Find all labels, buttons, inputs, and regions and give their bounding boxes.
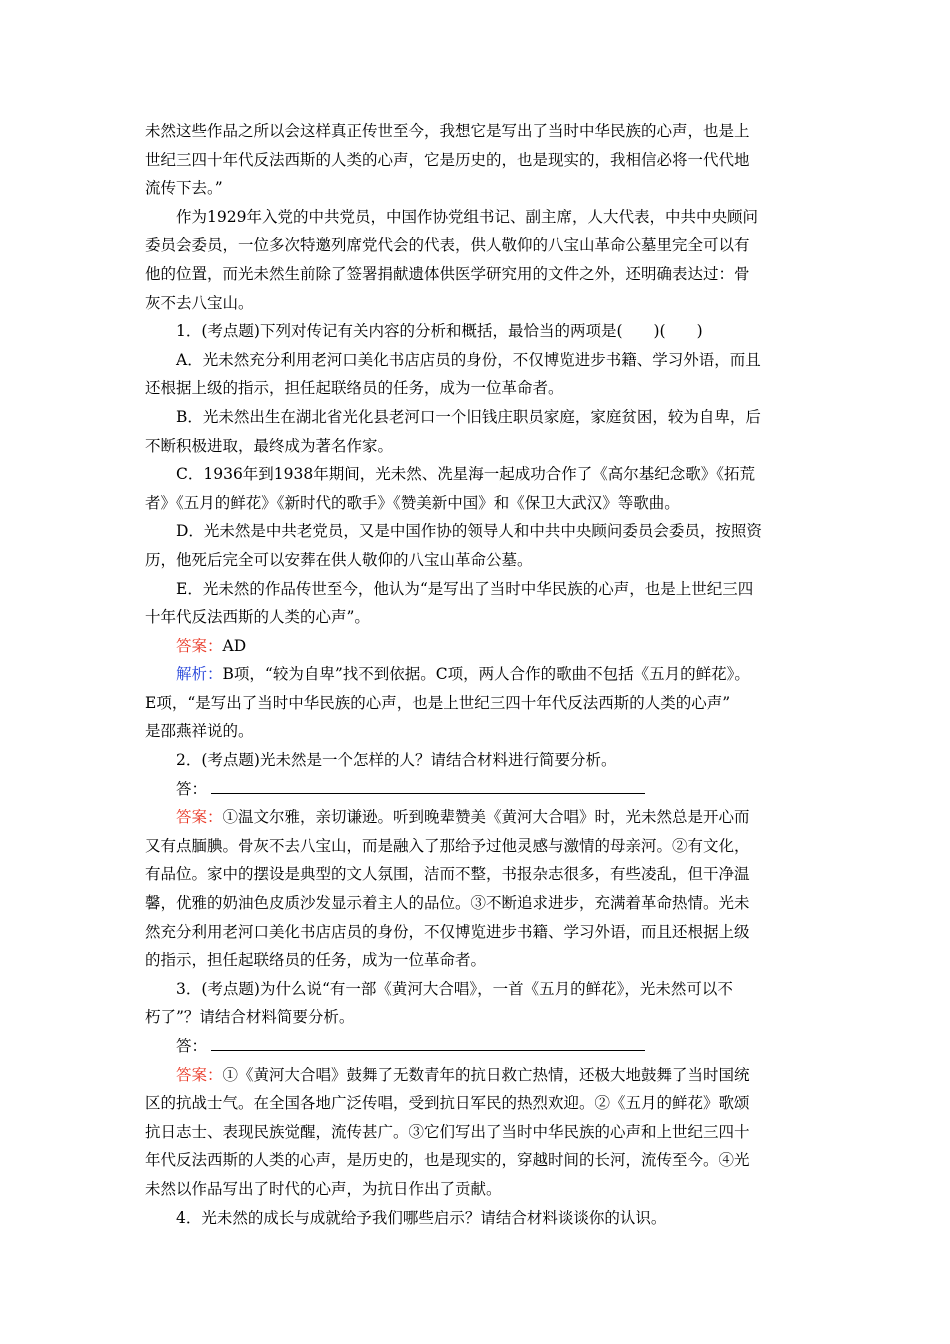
- text-line: 委员会委员，一位多次特邀列席党代会的代表，供人敬仰的八宝山革命公墓里完全可以有: [145, 236, 750, 255]
- text-line: 作为1929年入党的中共党员，中国作协党组书记、副主席，人大代表，中共中央顾问: [176, 207, 758, 226]
- question-stem: 3．(考点题)为什么说“有一部《黄河大合唱》，一首《五月的鲜花》，光未然可以不: [176, 979, 733, 998]
- question-stem: 2．(考点题)光未然是一个怎样的人？请结合材料进行简要分析。: [176, 751, 617, 770]
- question-stem: 1．(考点题)下列对传记有关内容的分析和概括，最恰当的两项是( )( ): [176, 322, 703, 341]
- blank-label: 答：: [176, 1037, 208, 1055]
- question-1: [145, 317, 815, 746]
- option-e: [145, 575, 815, 632]
- option-line: 十年代反法西斯的人类的心声”。: [145, 608, 370, 627]
- answer-line: 有品位。家中的摆设是典型的文人氛围，洁而不整，书报杂志很多，有些凌乱，但干净温: [145, 865, 750, 884]
- passage-paragraph-2: [145, 203, 815, 317]
- option-line: 还根据上级的指示，担任起联络员的任务，成为一位革命者。: [145, 379, 564, 398]
- option-c: [145, 460, 815, 517]
- answer-blank-line[interactable]: [211, 1034, 645, 1051]
- text-line: 流传下去。”: [145, 179, 223, 198]
- analysis-line: E项，“是写出了当时中华民族的心声，也是上世纪三四十年代反法西斯的人类的心声”: [145, 693, 731, 712]
- answer-line: [145, 1061, 815, 1090]
- option-line: 者》《五月的鲜花》《新时代的歌手》《赞美新中国》和《保卫大武汉》等歌曲。: [145, 493, 680, 512]
- answer-blank-row: [145, 775, 815, 804]
- blank-label: 答：: [176, 779, 208, 798]
- answer-label: 答案：: [176, 636, 223, 655]
- text-line: 他的位置，而光未然生前除了签署捐献遗体供医学研究用的文件之外，还明确表达过：骨: [145, 264, 750, 283]
- answer-label: 答案：: [176, 808, 223, 827]
- option-b: [145, 403, 815, 460]
- answer-blank-row: [145, 1032, 815, 1061]
- answer-line: 馨，优雅的奶油色皮质沙发显示着主人的品位。③不断追求进步，充满着革命热情。光未: [145, 894, 750, 913]
- answer-blank-line[interactable]: [211, 777, 645, 794]
- answer-row: [145, 632, 815, 661]
- option-line: A．光未然充分利用老河口美化书店店员的身份，不仅博览进步书籍、学习外语，而且: [176, 350, 761, 369]
- option-line: 历，他死后完全可以安葬在供人敬仰的八宝山革命公墓。: [145, 550, 533, 569]
- option-line: E．光未然的作品传世至今，他认为“是写出了当时中华民族的心声，也是上世纪三四: [176, 579, 754, 598]
- option-line: 不断积极进取，最终成为著名作家。: [145, 436, 394, 455]
- option-line: C．1936年到1938年期间，光未然、冼星海一起成功合作了《高尔基纪念歌》《拓荒: [176, 465, 756, 484]
- answer-block: [145, 1061, 815, 1204]
- answer-text: ①《黄河大合唱》鼓舞了无数青年的抗日救亡热情，还极大地鼓舞了当时国统: [222, 1065, 750, 1084]
- analysis-line: 是邵燕祥说的。: [145, 722, 254, 741]
- answer-block: [145, 803, 815, 975]
- question-4: [145, 1204, 815, 1233]
- option-d: [145, 517, 815, 574]
- answer-line: 又有点腼腆。骨灰不去八宝山，而是融入了那给予过他灵感与激情的母亲河。②有文化，: [145, 836, 750, 855]
- text-line: 未然这些作品之所以会这样真正传世至今，我想它是写出了当时中华民族的心声，也是上: [145, 122, 750, 140]
- answer-line: 区的抗战士气。在全国各地广泛传唱，受到抗日军民的热烈欢迎。②《五月的鲜花》歌颂: [145, 1094, 750, 1113]
- analysis-label: 解析：: [176, 665, 223, 684]
- analysis-block: [145, 660, 815, 746]
- page-content: [145, 117, 815, 1232]
- text-line: 灰不去八宝山。: [145, 293, 254, 312]
- answer-line: 未然以作品写出了时代的心声，为抗日作出了贡献。: [145, 1179, 502, 1198]
- option-line: B．光未然出生在湖北省光化县老河口一个旧钱庄职员家庭，家庭贫困，较为自卑，后: [176, 407, 761, 426]
- answer-line: 的指示，担任起联络员的任务，成为一位革命者。: [145, 951, 487, 970]
- question-stem: 朽了”？请结合材料简要分析。: [145, 1008, 355, 1027]
- answer-line: 年代反法西斯的人类的心声，是历史的，也是现实的，穿越时间的长河，流传至今。④光: [145, 1151, 750, 1170]
- question-stem: 4．光未然的成长与成就给予我们哪些启示？请结合材料谈谈你的认识。: [176, 1208, 667, 1227]
- answer-line: 然充分利用老河口美化书店店员的身份，不仅博览进步书籍、学习外语，而且还根据上级: [145, 922, 750, 941]
- analysis-text: B项，“较为自卑”找不到依据。C项，两人合作的歌曲不包括《五月的鲜花》。: [222, 665, 750, 684]
- analysis-line: [145, 660, 815, 689]
- question-2: [145, 746, 815, 975]
- text-line: 世纪三四十年代反法西斯的人类的心声，它是历史的，也是现实的，我相信必将一代代地: [145, 150, 750, 169]
- question-3: [145, 975, 815, 1204]
- option-line: D．光未然是中共老党员，又是中国作协的领导人和中共中央顾问委员会委员，按照资: [176, 522, 762, 541]
- answer-line: 抗日志士、表现民族觉醒，流传甚广。③它们写出了当时中华民族的心声和上世纪三四十: [145, 1122, 750, 1141]
- passage-paragraph-1: [145, 117, 815, 203]
- answer-label: 答案：: [176, 1065, 223, 1084]
- answer-text: AD: [222, 636, 247, 655]
- answer-line: [145, 803, 815, 832]
- answer-text: ①温文尔雅，亲切谦逊。听到晚辈赞美《黄河大合唱》时，光未然总是开心而: [222, 808, 750, 827]
- option-a: [145, 346, 815, 403]
